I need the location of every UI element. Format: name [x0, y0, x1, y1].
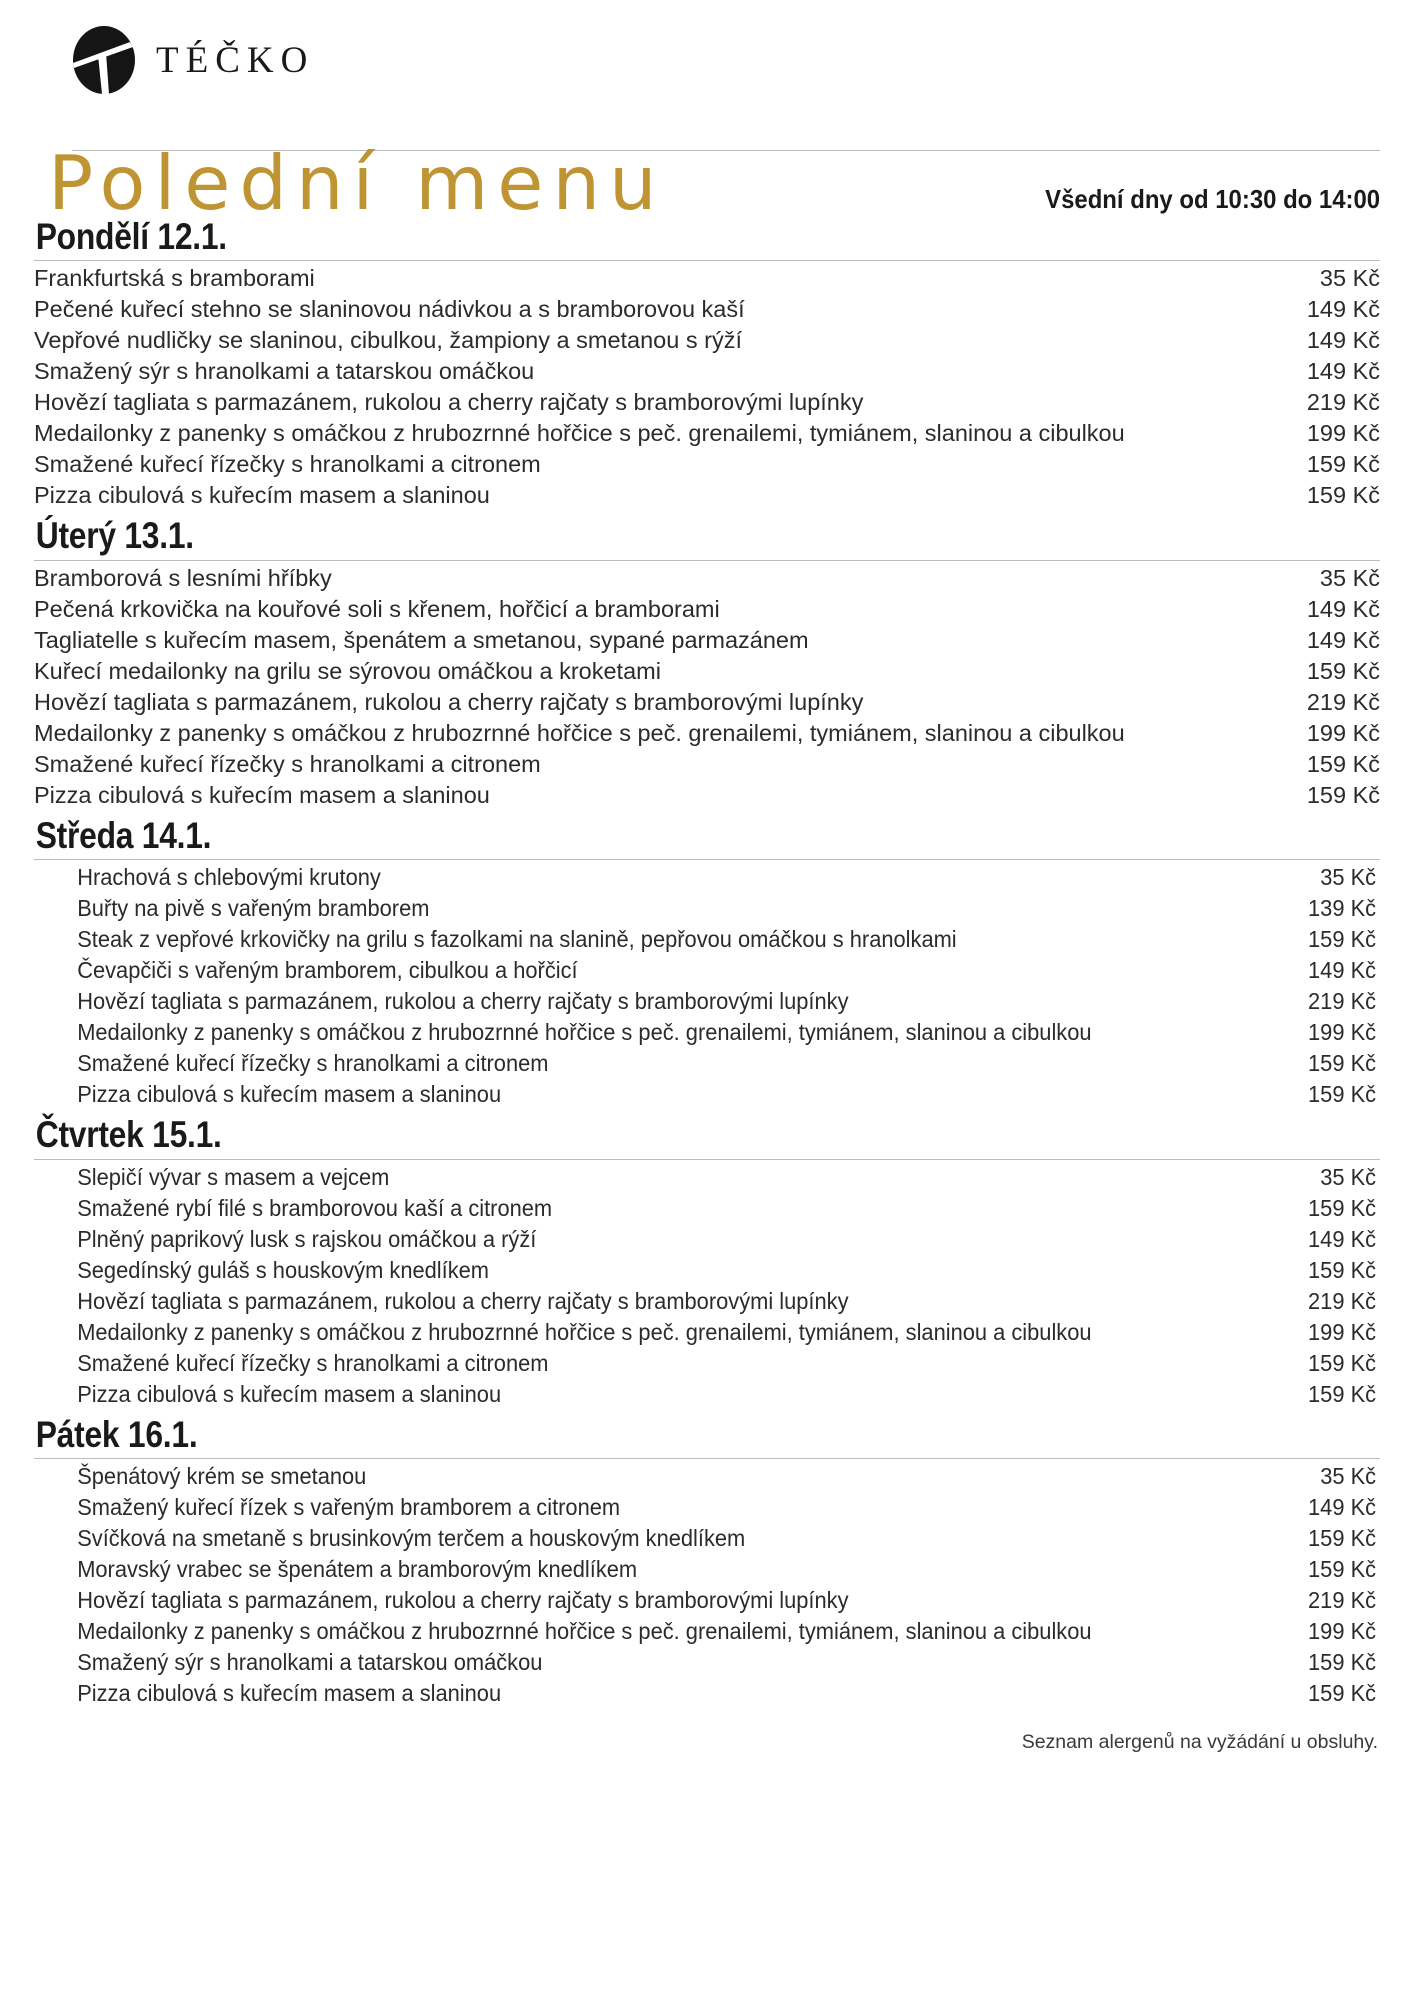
- menu-item-price: 199 Kč: [1306, 719, 1380, 746]
- menu-item-row: [34, 418, 1380, 449]
- menu-item-name: Plněný paprikový lusk s rajskou omáčkou a rýží: [77, 1225, 537, 1252]
- menu-item-price: 159 Kč: [1306, 750, 1380, 777]
- day-divider: [34, 1159, 1380, 1160]
- menu-item-price: 159 Kč: [1308, 1081, 1377, 1108]
- menu-item-row: [34, 893, 1380, 924]
- menu-item-price: 159 Kč: [1308, 1050, 1377, 1077]
- menu-item-price: 199 Kč: [1308, 1019, 1377, 1046]
- menu-item-name: Bramborová s lesními hříbky: [34, 564, 332, 591]
- menu-item-row: [34, 625, 1380, 656]
- menu-item-price: 159 Kč: [1308, 1256, 1377, 1283]
- menu-item-row: [34, 356, 1380, 387]
- menu-item-name: Pizza cibulová s kuřecím masem a slaninou: [34, 781, 490, 808]
- menu-item-row: [34, 449, 1380, 480]
- menu-item-name: Medailonky z panenky s omáčkou z hrubozrnné hořčice s peč. grenailemi, tymiánem, slaninou a cibulkou: [77, 1019, 1092, 1046]
- menu-item-price: 219 Kč: [1308, 1587, 1377, 1614]
- menu-item-name: Pečená krkovička na kouřové soli s křenem, hořčicí a bramborami: [34, 595, 720, 622]
- menu-item-price: 139 Kč: [1308, 895, 1377, 922]
- menu-item-row: [34, 1048, 1380, 1079]
- menu-item-price: 149 Kč: [1306, 626, 1380, 653]
- menu-item-name: Hovězí tagliata s parmazánem, rukolou a cherry rajčaty s bramborovými lupínky: [77, 1287, 849, 1314]
- menu-item-name: Vepřové nudličky se slaninou, cibulkou, žampiony a smetanou s rýží: [34, 327, 742, 354]
- menu-item-price: 149 Kč: [1308, 1225, 1377, 1252]
- menu-item-name: Čevapčiči s vařeným bramborem, cibulkou a hořčicí: [77, 957, 578, 984]
- menu-item-name: Tagliatelle s kuřecím masem, špenátem a smetanou, sypané parmazánem: [34, 626, 809, 653]
- menu-item-name: Kuřecí medailonky na grilu se sýrovou omáčkou a kroketami: [34, 657, 661, 684]
- menu-item-row: [34, 594, 1380, 625]
- menu-item-price: 199 Kč: [1308, 1618, 1377, 1645]
- menu-item-name: Svíčková na smetaně s brusinkovým terčem a houskovým knedlíkem: [77, 1525, 746, 1552]
- menu-item-name: Moravský vrabec se špenátem a bramborovým knedlíkem: [77, 1556, 638, 1583]
- day-title: Úterý 13.1.: [35, 515, 194, 557]
- day-section: [34, 515, 1380, 810]
- menu-item-price: 159 Kč: [1306, 451, 1380, 478]
- menu-item-price: 149 Kč: [1308, 957, 1377, 984]
- menu-item-price: 219 Kč: [1306, 389, 1380, 416]
- day-section: [34, 815, 1380, 1110]
- menu-item-price: 35 Kč: [1319, 265, 1380, 292]
- menu-item-price: 219 Kč: [1308, 1287, 1377, 1314]
- menu-item-row: [34, 1224, 1380, 1255]
- menu-item-name: Smažené kuřecí řízečky s hranolkami a citronem: [77, 1349, 549, 1376]
- menu-item-row: [34, 718, 1380, 749]
- menu-item-row: [34, 1647, 1380, 1678]
- menu-item-price: 159 Kč: [1308, 1556, 1377, 1583]
- menu-item-name: Medailonky z panenky s omáčkou z hrubozrnné hořčice s peč. grenailemi, tymiánem, slaninou a cibulkou: [77, 1618, 1092, 1645]
- menu-item-row: [34, 294, 1380, 325]
- day-title: Pondělí 12.1.: [35, 216, 227, 257]
- menu-item-name: Pizza cibulová s kuřecím masem a slaninou: [77, 1680, 502, 1707]
- menu-item-price: 219 Kč: [1306, 688, 1380, 715]
- menu-item-name: Smažené kuřecí řízečky s hranolkami a citronem: [34, 451, 541, 478]
- menu-item-name: Pizza cibulová s kuřecím masem a slaninou: [77, 1380, 502, 1407]
- menu-item-price: 149 Kč: [1308, 1494, 1377, 1521]
- menu-item-name: Medailonky z panenky s omáčkou z hrubozrnné hořčice s peč. grenailemi, tymiánem, slaninou a cibulkou: [34, 719, 1125, 746]
- menu-item-row: [34, 780, 1380, 811]
- menu-item-name: Steak z vepřové krkovičky na grilu s fazolkami na slanině, pepřovou omáčkou s hranolkami: [77, 926, 957, 953]
- menu-item-name: Špenátový krém se smetanou: [77, 1463, 367, 1490]
- menu-item-list: [34, 263, 1380, 511]
- menu-item-name: Hovězí tagliata s parmazánem, rukolou a cherry rajčaty s bramborovými lupínky: [34, 389, 864, 416]
- menu-item-name: Segedínský guláš s houskovým knedlíkem: [77, 1256, 490, 1283]
- day-section: [34, 216, 1380, 511]
- menu-item-row: [34, 1616, 1380, 1647]
- menu-item-price: 35 Kč: [1319, 564, 1380, 591]
- menu-item-price: 159 Kč: [1308, 1380, 1377, 1407]
- menu-item-row: [34, 1379, 1380, 1410]
- menu-item-row: [34, 1492, 1380, 1523]
- menu-item-row: [34, 1523, 1380, 1554]
- menu-item-price: 159 Kč: [1306, 657, 1380, 684]
- menu-item-row: [34, 1348, 1380, 1379]
- page-title: Polední menu: [48, 139, 666, 227]
- menu-item-name: Hovězí tagliata s parmazánem, rukolou a cherry rajčaty s bramborovými lupínky: [77, 988, 849, 1015]
- menu-item-row: [34, 862, 1380, 893]
- day-title: Čtvrtek 15.1.: [35, 1114, 222, 1156]
- menu-item-name: Medailonky z panenky s omáčkou z hrubozrnné hořčice s peč. grenailemi, tymiánem, slaninou a cibulkou: [34, 420, 1125, 447]
- menu-item-name: Smažené kuřecí řízečky s hranolkami a citronem: [77, 1050, 549, 1077]
- menu-item-name: Smažené kuřecí řízečky s hranolkami a citronem: [34, 750, 541, 777]
- menu-item-row: [34, 1554, 1380, 1585]
- menu-item-name: Hovězí tagliata s parmazánem, rukolou a cherry rajčaty s bramborovými lupínky: [77, 1587, 849, 1614]
- day-title: Pátek 16.1.: [35, 1413, 198, 1455]
- menu-item-row: [34, 1255, 1380, 1286]
- menu-item-row: [34, 480, 1380, 511]
- menu-item-row: [34, 1317, 1380, 1348]
- menu-item-price: 149 Kč: [1306, 595, 1380, 622]
- day-divider: [34, 560, 1380, 561]
- day-title: Středa 14.1.: [35, 814, 212, 856]
- day-section: [34, 1114, 1380, 1409]
- menu-item-price: 159 Kč: [1306, 482, 1380, 509]
- menu-item-price: 159 Kč: [1308, 1194, 1377, 1221]
- menu-item-name: Smažený sýr s hranolkami a tatarskou omáčkou: [34, 358, 535, 385]
- menu-item-name: Pizza cibulová s kuřecím masem a slaninou: [77, 1081, 502, 1108]
- menu-item-row: [34, 1461, 1380, 1492]
- menu-item-price: 149 Kč: [1306, 296, 1380, 323]
- title-row: [34, 139, 1380, 227]
- menu-item-list: [34, 862, 1380, 1110]
- day-section: [34, 1414, 1380, 1709]
- opening-hours: Všední dny od 10:30 do 14:00: [1045, 184, 1380, 214]
- menu-item-price: 199 Kč: [1308, 1318, 1377, 1345]
- menu-item-row: [34, 687, 1380, 718]
- day-divider: [34, 1458, 1380, 1459]
- menu-item-price: 149 Kč: [1306, 358, 1380, 385]
- menu-item-name: Smažený sýr s hranolkami a tatarskou omáčkou: [77, 1649, 543, 1676]
- menu-item-price: 35 Kč: [1320, 1163, 1377, 1190]
- menu-item-row: [34, 924, 1380, 955]
- menu-item-list: [34, 1461, 1380, 1709]
- menu-item-name: Hrachová s chlebovými krutony: [77, 864, 381, 891]
- menu-item-price: 159 Kč: [1308, 1649, 1377, 1676]
- menu-item-price: 159 Kč: [1306, 781, 1380, 808]
- menu-item-row: [34, 1678, 1380, 1709]
- menu-item-name: Frankfurtská s bramborami: [34, 265, 315, 292]
- menu-item-row: [34, 263, 1380, 294]
- menu-item-row: [34, 1193, 1380, 1224]
- menu-item-price: 199 Kč: [1306, 420, 1380, 447]
- page-header: [34, 0, 1380, 227]
- menu-item-row: [34, 1162, 1380, 1193]
- menu-item-name: Smažený kuřecí řízek s vařeným bramborem a citronem: [77, 1494, 621, 1521]
- menu-item-row: [34, 1079, 1380, 1110]
- menu-item-row: [34, 1017, 1380, 1048]
- menu-item-row: [34, 749, 1380, 780]
- menu-item-name: Hovězí tagliata s parmazánem, rukolou a cherry rajčaty s bramborovými lupínky: [34, 688, 864, 715]
- menu-item-price: 219 Kč: [1308, 988, 1377, 1015]
- menu-item-price: 159 Kč: [1308, 1349, 1377, 1376]
- menu-item-row: [34, 1585, 1380, 1616]
- menu-item-price: 35 Kč: [1320, 1463, 1377, 1490]
- menu-item-price: 159 Kč: [1308, 926, 1377, 953]
- menu-item-price: 159 Kč: [1308, 1525, 1377, 1552]
- day-divider: [34, 859, 1380, 860]
- menu-item-name: Smažené rybí filé s bramborovou kaší a citronem: [77, 1194, 553, 1221]
- menu-item-row: [34, 1286, 1380, 1317]
- menu-item-list: [34, 563, 1380, 811]
- menu-item-price: 159 Kč: [1308, 1680, 1377, 1707]
- menu-item-row: [34, 325, 1380, 356]
- menu-item-name: Pečené kuřecí stehno se slaninovou nádivkou a s bramborovou kaší: [34, 296, 745, 323]
- menu-item-list: [34, 1162, 1380, 1410]
- brand: [34, 0, 1380, 81]
- menu-item-row: [34, 955, 1380, 986]
- menu-item-row: [34, 656, 1380, 687]
- menu-item-price: 35 Kč: [1320, 864, 1377, 891]
- menu-item-name: Medailonky z panenky s omáčkou z hrubozrnné hořčice s peč. grenailemi, tymiánem, slaninou a cibulkou: [77, 1318, 1092, 1345]
- menu-item-name: Pizza cibulová s kuřecím masem a slaninou: [34, 482, 490, 509]
- brand-name: TÉČKO: [156, 39, 315, 81]
- day-sections: [34, 216, 1380, 1709]
- menu-item-row: [34, 986, 1380, 1017]
- menu-item-row: [34, 387, 1380, 418]
- tecko-logo-icon: [72, 25, 136, 95]
- menu-item-price: 149 Kč: [1306, 327, 1380, 354]
- menu-item-name: Buřty na pivě s vařeným bramborem: [77, 895, 430, 922]
- menu-item-row: [34, 563, 1380, 594]
- menu-item-name: Slepičí vývar s masem a vejcem: [77, 1163, 390, 1190]
- day-divider: [34, 260, 1380, 261]
- allergen-note: Seznam alergenů na vyžádání u obsluhy.: [1021, 1731, 1378, 1754]
